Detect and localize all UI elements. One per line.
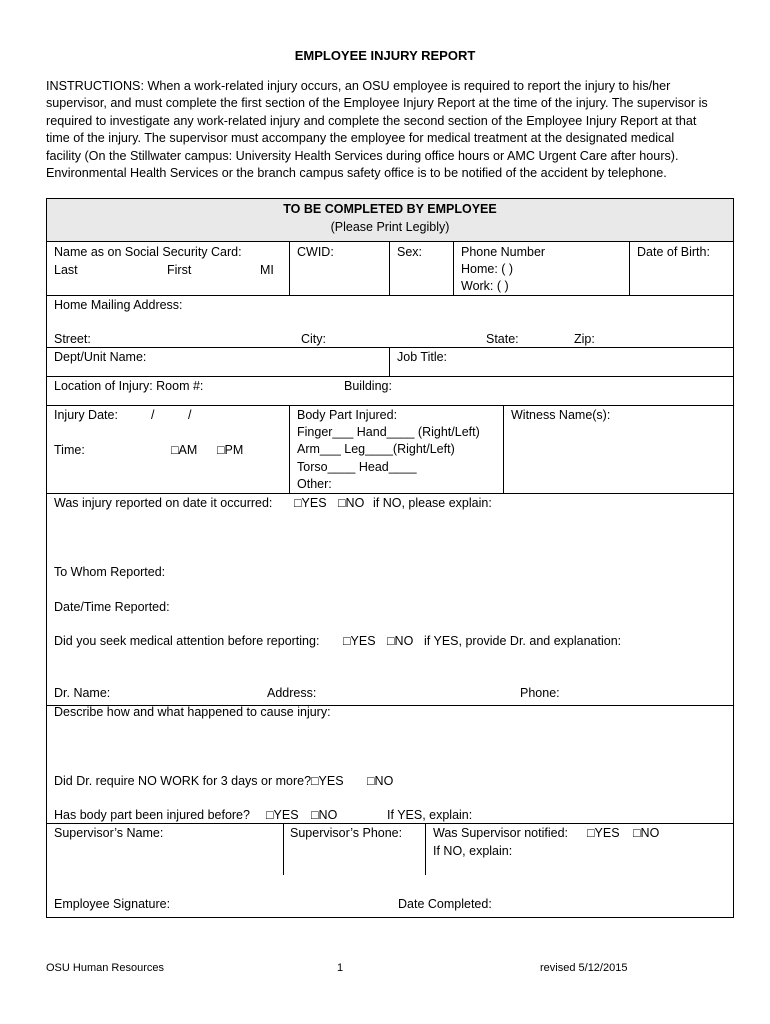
no-work-question: Did Dr. require NO WORK for 3 days or more?	[54, 774, 312, 788]
employee-signature-label: Employee Signature:	[54, 897, 171, 911]
torso-head-line: Torso____ Head____	[297, 460, 417, 474]
prior-yes-checkbox[interactable]: □YES	[266, 808, 299, 822]
cell-divider	[425, 823, 426, 875]
name-label: Name as on Social Security Card:	[54, 245, 242, 259]
row-divider	[47, 376, 733, 377]
to-whom-reported-label: To Whom Reported:	[54, 565, 166, 579]
phone-number-label: Phone Number	[461, 245, 546, 259]
no-work-yes-checkbox[interactable]: □YES	[311, 774, 344, 788]
instructions	[46, 78, 736, 182]
building-label: Building:	[344, 379, 392, 393]
prior-no-checkbox[interactable]: □NO	[311, 808, 338, 822]
row-divider	[47, 493, 733, 494]
cell-divider	[389, 241, 390, 295]
medical-explain-label: if YES, provide Dr. and explanation:	[424, 634, 622, 648]
home-phone-label: Home: ( )	[461, 262, 514, 276]
instructions-line: facility (On the Stillwater campus: University Health Services during office hours or AMC Urgent Care after hours).	[46, 148, 679, 163]
dept-unit-label: Dept/Unit Name:	[54, 350, 147, 364]
page-number: 1	[337, 962, 344, 974]
pm-checkbox[interactable]: □PM	[217, 443, 244, 457]
doctor-address-label: Address:	[267, 686, 317, 700]
time-label: Time:	[54, 443, 85, 457]
finger-hand-line: Finger___ Hand____ (Right/Left)	[297, 425, 480, 439]
row-divider	[47, 347, 733, 348]
row-divider	[47, 405, 733, 406]
body-part-label: Body Part Injured:	[297, 408, 398, 422]
supervisor-name-label: Supervisor’s Name:	[54, 826, 164, 840]
row-divider	[47, 295, 733, 296]
cwid-label: CWID:	[297, 245, 334, 259]
reported-question: Was injury reported on date it occurred:	[54, 496, 273, 510]
prior-explain-label: If YES, explain:	[387, 808, 473, 822]
no-work-no-checkbox[interactable]: □NO	[367, 774, 394, 788]
instructions-line: Environmental Health Services or the branch campus safety office is to be notified of the accident by telephone.	[46, 166, 667, 181]
first-name-label: First	[167, 263, 192, 277]
other-body-part-label: Other:	[297, 477, 332, 491]
prior-injury-question: Has body part been injured before?	[54, 808, 250, 822]
supervisor-yes-checkbox[interactable]: □YES	[587, 826, 620, 840]
footer-left: OSU Human Resources	[46, 962, 164, 974]
cell-divider	[503, 405, 504, 493]
doctor-phone-label: Phone:	[520, 686, 560, 700]
work-phone-label: Work: ( )	[461, 279, 509, 293]
witness-label: Witness Name(s):	[511, 408, 611, 422]
instructions-line: INSTRUCTIONS: When a work-related injury occurs, an OSU employee is required to report the injury to his/her	[46, 79, 671, 93]
cell-divider	[289, 241, 290, 295]
revision-date: revised 5/12/2015	[540, 962, 628, 974]
cell-divider	[453, 241, 454, 295]
reported-yes-checkbox[interactable]: □YES	[294, 496, 327, 510]
city-label: City:	[301, 332, 326, 346]
street-label: Street:	[54, 332, 91, 346]
cell-divider	[283, 823, 284, 875]
reported-no-checkbox[interactable]: □NO	[338, 496, 365, 510]
am-checkbox[interactable]: □AM	[171, 443, 198, 457]
section-heading: TO BE COMPLETED BY EMPLOYEE	[283, 202, 497, 216]
state-label: State:	[486, 332, 519, 346]
date-time-reported-label: Date/Time Reported:	[54, 600, 170, 614]
reported-explain-label: if NO, please explain:	[373, 496, 492, 510]
zip-label: Zip:	[574, 332, 595, 346]
location-room-label: Location of Injury: Room #:	[54, 379, 204, 393]
supervisor-if-no-label: If NO, explain:	[433, 844, 513, 858]
employee-injury-form	[46, 198, 734, 918]
middle-initial-label: MI	[260, 263, 274, 277]
job-title-label: Job Title:	[397, 350, 448, 364]
section-subheading: (Please Print Legibly)	[330, 220, 450, 234]
cell-divider	[629, 241, 630, 295]
instructions-line: required to investigate any work-related injury and complete the second section of the Employee Injury Report at that	[46, 113, 697, 128]
instructions-line: time of the injury. The supervisor must accompany the employee for medical treatment at the designated medical	[46, 131, 675, 146]
date-separator: /	[188, 408, 192, 422]
instructions-line: supervisor, and must complete the first section of the Employee Injury Report at the time of the injury. The supervisor is	[46, 96, 708, 111]
supervisor-phone-label: Supervisor’s Phone:	[290, 826, 403, 840]
medical-yes-checkbox[interactable]: □YES	[343, 634, 376, 648]
document-title: EMPLOYEE INJURY REPORT	[294, 48, 476, 63]
row-divider	[47, 823, 733, 824]
supervisor-notified-label: Was Supervisor notified:	[433, 826, 569, 840]
supervisor-no-checkbox[interactable]: □NO	[633, 826, 660, 840]
doctor-name-label: Dr. Name:	[54, 686, 111, 700]
sex-label: Sex:	[397, 245, 423, 259]
arm-leg-line: Arm___ Leg____(Right/Left)	[297, 442, 455, 456]
medical-no-checkbox[interactable]: □NO	[387, 634, 414, 648]
injury-date-label: Injury Date:	[54, 408, 118, 422]
cell-divider	[389, 347, 390, 376]
date-completed-label: Date Completed:	[398, 897, 492, 911]
home-address-label: Home Mailing Address:	[54, 298, 183, 312]
date-of-birth-label: Date of Birth:	[637, 245, 710, 259]
last-name-label: Last	[54, 263, 78, 277]
date-separator: /	[151, 408, 155, 422]
cell-divider	[289, 405, 290, 493]
describe-injury-label: Describe how and what happened to cause injury:	[54, 705, 331, 719]
medical-attention-question: Did you seek medical attention before reporting:	[54, 634, 320, 648]
